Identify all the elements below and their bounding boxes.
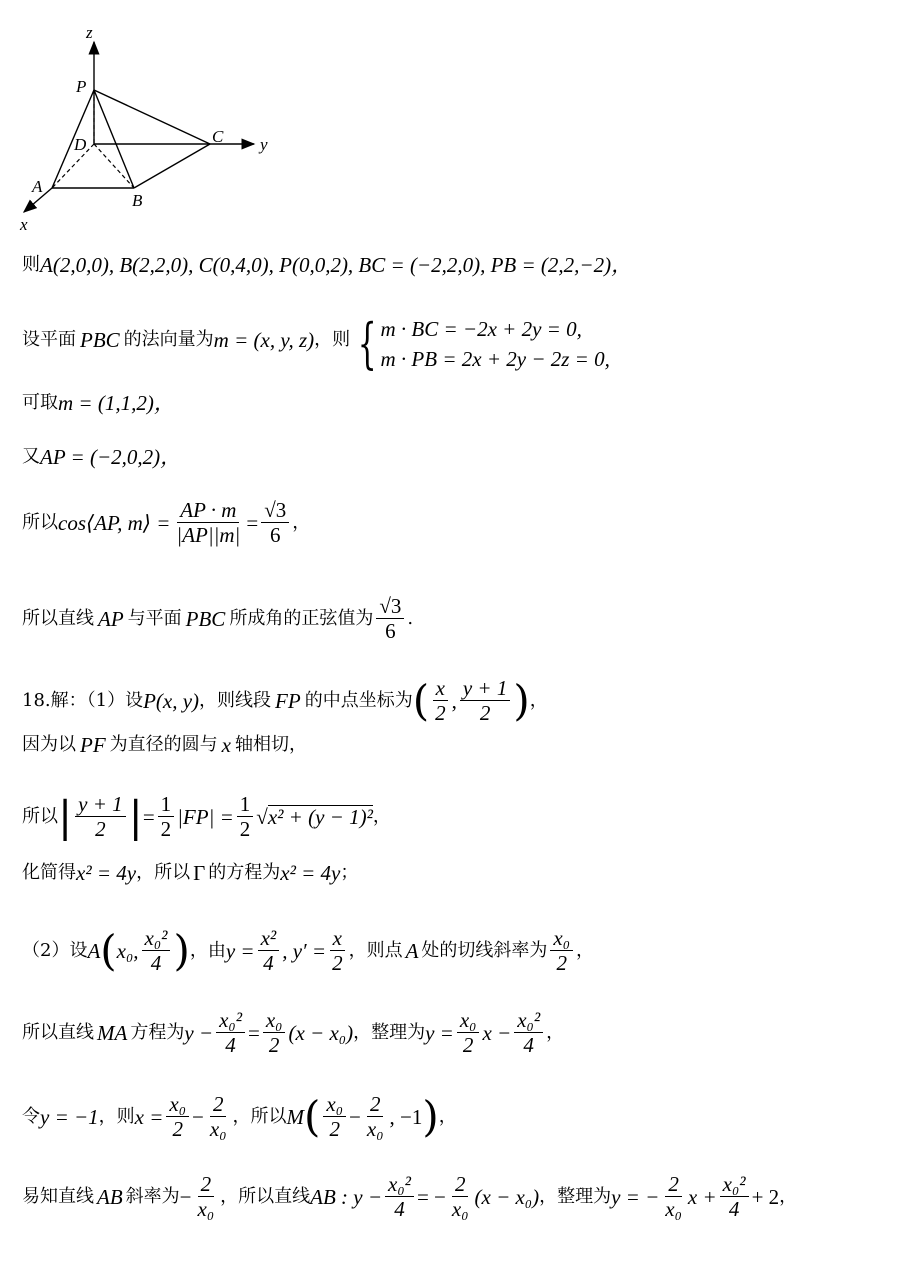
numerator: 2 xyxy=(210,1092,227,1117)
denominator: 4 xyxy=(150,951,162,975)
paren-open: ( xyxy=(412,675,430,725)
numerator: y + 1 xyxy=(460,676,511,701)
pyramid-figure xyxy=(14,20,304,250)
label-x: x xyxy=(20,215,28,234)
math: x² = 4y xyxy=(76,861,137,885)
paren-close: ) xyxy=(513,675,530,725)
label-y: y xyxy=(260,135,268,154)
label-C: C xyxy=(212,127,224,146)
math: x² = 4y xyxy=(280,861,341,885)
math: x − xyxy=(482,1020,512,1045)
text: ，整理为 xyxy=(539,1185,612,1207)
text: 轴相切， xyxy=(234,734,307,755)
math: |FP| = xyxy=(177,804,234,829)
fraction xyxy=(457,1008,480,1057)
label-A: A xyxy=(32,177,43,196)
numerator: y + 1 xyxy=(75,792,126,817)
abs-bar: | xyxy=(58,791,73,841)
text: ； xyxy=(340,862,359,883)
denominator: 6 xyxy=(269,523,281,547)
text: 斜率为 xyxy=(125,1185,180,1207)
math: (x − x₀) xyxy=(474,1184,540,1209)
equation-1: m · BC = −2x + 2y = 0, xyxy=(380,317,582,341)
text: 因为以 xyxy=(22,734,76,755)
numerator: √3 xyxy=(376,594,404,619)
denominator: 2 xyxy=(172,1117,183,1141)
text: 所以 xyxy=(22,805,58,827)
denominator: x₀ xyxy=(197,1197,215,1221)
line-part2-setup xyxy=(22,926,594,975)
line-take-m xyxy=(22,392,175,414)
denominator: 6 xyxy=(385,619,396,643)
numerator: x₀² xyxy=(514,1008,543,1033)
math: y = xyxy=(425,1020,454,1045)
label-P: P xyxy=(76,77,87,96)
math: y − xyxy=(184,1020,214,1045)
fraction xyxy=(173,498,243,547)
math: M xyxy=(286,1104,305,1129)
math: AB : y − xyxy=(310,1184,383,1209)
math: − xyxy=(192,1104,204,1129)
text: 所以直线 xyxy=(22,1021,94,1043)
numerator: x₀² xyxy=(216,1008,245,1033)
math: x xyxy=(221,733,231,757)
text: （2）设 xyxy=(22,939,88,961)
edge-PA xyxy=(52,90,94,188)
label-B: B xyxy=(132,191,143,210)
text: ，则点 xyxy=(348,939,403,961)
math: x₀, xyxy=(116,938,139,963)
numerator: x₀ xyxy=(263,1008,286,1033)
text: 设平面 xyxy=(22,329,76,350)
denominator: 4 xyxy=(523,1033,534,1057)
math: (x − x₀) xyxy=(288,1020,354,1045)
text: ， xyxy=(292,511,311,533)
denominator: 2 xyxy=(479,701,491,725)
text: 又 xyxy=(22,446,40,467)
numerator: x₀ xyxy=(457,1008,480,1033)
text: ， xyxy=(779,1185,798,1207)
line-sine-value xyxy=(22,594,413,643)
numerator: x xyxy=(330,926,345,951)
denominator: 2 xyxy=(332,951,343,975)
text: ，所以直线 xyxy=(220,1185,311,1207)
fraction xyxy=(449,1172,472,1221)
fraction xyxy=(376,594,404,643)
text: 所成角的正弦值为 xyxy=(229,607,374,629)
text: 可取 xyxy=(22,392,58,413)
fraction xyxy=(216,1008,245,1057)
text: 方程为 xyxy=(130,1021,185,1043)
equation-system: { m · BC = −2x + 2y = 0, m · PB = 2x + 2y − 2z = 0, xyxy=(357,312,610,375)
edge-PC xyxy=(94,90,210,144)
line-equation-gamma xyxy=(22,862,358,884)
numerator: x₀² xyxy=(385,1172,414,1197)
math: = − xyxy=(416,1184,446,1209)
math: x + xyxy=(687,1184,717,1209)
text: 的方程为 xyxy=(208,862,281,883)
text: ， xyxy=(372,805,391,827)
text: ，则线段 xyxy=(199,689,272,711)
denominator: 2 xyxy=(268,1033,280,1057)
label-D: D xyxy=(74,135,87,154)
math: A xyxy=(405,938,419,963)
fraction xyxy=(258,926,280,975)
text: ，由 xyxy=(189,939,226,961)
numerator: x² xyxy=(258,926,280,951)
text: 为直径的圆与 xyxy=(109,734,218,755)
denominator: x₀ xyxy=(366,1117,384,1141)
numerator: 2 xyxy=(452,1172,469,1197)
denominator: 2 xyxy=(329,1117,340,1141)
line-cos xyxy=(22,498,310,547)
denominator: 2 xyxy=(239,817,251,841)
line-AB-equation xyxy=(22,1172,797,1221)
edge-PB xyxy=(94,90,134,188)
abs-bar: | xyxy=(128,791,143,841)
text: ， xyxy=(576,939,595,961)
text: 所以直线 xyxy=(22,607,94,629)
numerator: √3 xyxy=(261,498,289,523)
numerator: x₀² xyxy=(142,926,171,951)
equation-2: m · PB = 2x + 2y − 2z = 0, xyxy=(380,347,610,371)
denominator: 4 xyxy=(225,1033,236,1057)
text: ， xyxy=(438,1105,457,1127)
math: AP = (−2,0,2)， xyxy=(40,445,182,469)
math: = xyxy=(246,510,259,535)
text: ，整理为 xyxy=(353,1021,426,1043)
math: , −1 xyxy=(389,1104,423,1129)
sqrt-radicand: x² + (y − 1)² xyxy=(267,805,373,829)
fraction xyxy=(432,676,449,725)
line-coordinates xyxy=(22,254,632,276)
paren-open: ( xyxy=(100,925,117,975)
text: ，所以 xyxy=(136,862,191,883)
fraction xyxy=(364,1092,387,1141)
edge-BC xyxy=(134,144,210,188)
paren-close: ) xyxy=(422,1091,439,1141)
fraction xyxy=(142,926,171,975)
text: ， xyxy=(546,1021,565,1043)
fraction xyxy=(261,498,289,547)
text: ，所以 xyxy=(232,1105,287,1127)
fraction xyxy=(237,792,254,841)
paren-open: ( xyxy=(304,1091,321,1141)
math: AP xyxy=(98,606,124,631)
text: 所以 xyxy=(22,511,58,533)
fraction xyxy=(329,926,346,975)
line-point-M xyxy=(22,1092,457,1141)
text: 的法向量为 xyxy=(123,329,214,350)
line-distance-eq xyxy=(22,792,391,841)
denominator: x₀ xyxy=(209,1117,227,1141)
math: AB xyxy=(97,1184,123,1209)
line-tangent-circle xyxy=(22,734,307,756)
denominator: 2 xyxy=(95,817,106,841)
fraction xyxy=(323,1092,346,1141)
numerator: x₀ xyxy=(166,1092,189,1117)
math: y = −1 xyxy=(40,1104,99,1129)
denominator: x₀ xyxy=(451,1197,469,1221)
numerator: 2 xyxy=(367,1092,384,1117)
denominator: 4 xyxy=(394,1197,405,1221)
line-q18-part1 xyxy=(22,676,548,725)
text: 的中点坐标为 xyxy=(304,689,413,711)
numerator: x₀ xyxy=(323,1092,346,1117)
math: FP xyxy=(275,688,301,713)
fraction xyxy=(263,1008,286,1057)
math: x = xyxy=(134,1104,164,1129)
math: = xyxy=(248,1020,260,1045)
fraction xyxy=(207,1092,230,1141)
numerator: AP · m xyxy=(177,498,239,523)
fraction xyxy=(195,1172,218,1221)
line-MA-equation xyxy=(22,1008,564,1057)
math: − xyxy=(349,1104,361,1129)
denominator: x₀ xyxy=(665,1197,682,1221)
math: = xyxy=(142,804,155,829)
denominator: 2 xyxy=(462,1033,474,1057)
edge-DB xyxy=(94,144,134,188)
text: 18.解：（1）设 xyxy=(22,689,144,711)
numerator: x₀² xyxy=(720,1172,749,1197)
denominator: 4 xyxy=(263,951,274,975)
math: m = (x, y, z) xyxy=(213,328,315,352)
numerator: 2 xyxy=(198,1172,215,1197)
text: 易知直线 xyxy=(22,1185,94,1207)
numerator: x xyxy=(433,676,448,701)
fraction xyxy=(550,926,573,975)
fraction xyxy=(385,1172,414,1221)
math: m = (1,1,2)， xyxy=(58,391,175,415)
text: 则 xyxy=(22,254,40,275)
fraction xyxy=(460,676,511,725)
denominator: 2 xyxy=(556,951,567,975)
numerator: 2 xyxy=(665,1172,682,1197)
denominator: 2 xyxy=(160,817,172,841)
math: cos⟨AP, m⟩ = xyxy=(58,510,171,535)
text: 令 xyxy=(22,1105,40,1127)
math: Γ xyxy=(193,861,206,885)
denominator: 2 xyxy=(435,701,446,725)
text: ，则 xyxy=(98,1105,135,1127)
sqrt-sign: √ xyxy=(256,804,268,829)
denominator: 4 xyxy=(728,1197,740,1221)
text: ，则 xyxy=(314,329,351,350)
fraction xyxy=(514,1008,543,1057)
text: 与平面 xyxy=(127,607,182,629)
math: y = − xyxy=(611,1184,660,1209)
fraction xyxy=(720,1172,749,1221)
line-AP xyxy=(22,446,181,468)
math: − xyxy=(179,1184,192,1209)
math: MA xyxy=(97,1020,128,1045)
line-normal-vector xyxy=(22,306,610,374)
math: P(x, y) xyxy=(143,688,200,713)
label-z: z xyxy=(86,23,93,42)
text: . xyxy=(407,607,414,629)
math: + 2 xyxy=(751,1184,780,1209)
denominator: |AP||m| xyxy=(176,523,241,547)
numerator: 1 xyxy=(237,792,254,817)
fraction xyxy=(662,1172,685,1221)
text: 化简得 xyxy=(22,862,76,883)
math: , y′ = xyxy=(282,938,327,963)
math: PBC xyxy=(185,606,226,631)
math: A(2,0,0), B(2,2,0), C(0,4,0), P(0,0,2), BC = (−2,2,0), PB = (2,2,−2)， xyxy=(40,253,633,277)
numerator: x₀ xyxy=(550,926,573,951)
paren-close: ) xyxy=(173,925,190,975)
edge-DA xyxy=(52,144,94,188)
text: ， xyxy=(529,689,548,711)
fraction xyxy=(166,1092,189,1141)
comma: , xyxy=(451,688,457,713)
math: PF xyxy=(80,733,106,757)
math: PBC xyxy=(80,328,120,352)
fraction xyxy=(75,792,126,841)
fraction xyxy=(158,792,175,841)
text: 处的切线斜率为 xyxy=(421,939,548,961)
math: y = xyxy=(225,938,255,963)
math: A xyxy=(87,938,101,963)
numerator: 1 xyxy=(158,792,175,817)
